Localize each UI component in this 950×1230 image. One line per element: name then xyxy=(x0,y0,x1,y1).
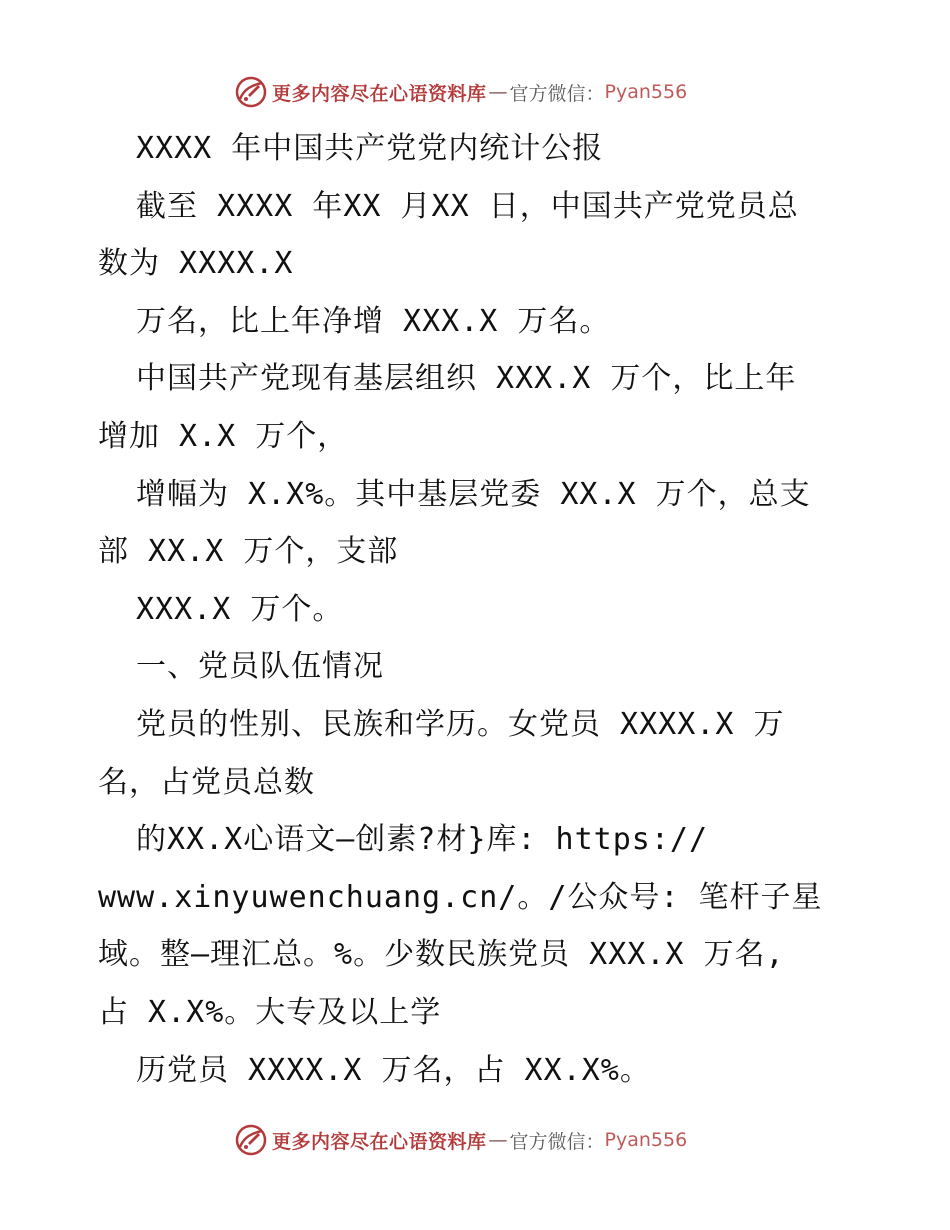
paragraph-line: 名，占党员总数 xyxy=(98,764,315,800)
paragraph-line: 历党员 XXXX.X 万名，占 XX.X%。 xyxy=(136,1052,651,1088)
footer-banner xyxy=(234,1120,687,1160)
pen-logo-icon xyxy=(234,75,268,109)
paragraph-line: 增幅为 X.X%。其中基层党委 XX.X 万个，总支 xyxy=(136,476,811,512)
paragraph-line: 占 X.X%。大专及以上学 xyxy=(98,994,442,1030)
section-heading: 一、党员队伍情况 xyxy=(136,649,384,685)
paragraph-line: 数为 XXXX.X xyxy=(98,246,294,282)
paragraph-line: 党员的性别、民族和学历。女党员 XXXX.X 万 xyxy=(136,706,785,742)
paragraph-line: 增加 X.X 万个， xyxy=(98,418,349,454)
paragraph-line: 部 XX.X 万个，支部 xyxy=(98,534,399,570)
paragraph-line: 中国共产党现有基层组织 XXX.X 万个，比上年 xyxy=(136,361,797,397)
banner-separator: — xyxy=(488,1129,508,1151)
document-body xyxy=(98,120,878,1099)
paragraph-line: 的XX.X心语文—创素?材}库: https:// xyxy=(136,822,709,858)
banner-separator: — xyxy=(488,81,508,103)
paragraph-line: www.xinyuwenchuang.cn/。/公众号: 笔杆子星 xyxy=(98,879,823,915)
banner-promo-text: 更多内容尽在心语资料库 xyxy=(272,1130,487,1153)
banner-wechat-id: Pyan556 xyxy=(604,81,688,103)
banner-wechat-label: 官方微信： xyxy=(509,1130,605,1153)
paragraph-line: 截至 XXXX 年XX 月XX 日，中国共产党党员总 xyxy=(136,188,799,224)
paragraph-line: 域。整—理汇总。%。少数民族党员 XXX.X 万名, xyxy=(98,937,785,973)
paragraph-line: 万名，比上年净增 XXX.X 万名。 xyxy=(136,303,611,339)
header-banner xyxy=(234,72,687,112)
pen-logo-icon xyxy=(234,1123,268,1157)
banner-wechat-label: 官方微信： xyxy=(509,82,605,105)
document-title: XXXX 年中国共产党党内统计公报 xyxy=(136,131,604,166)
paragraph-line: XXX.X 万个。 xyxy=(136,591,344,627)
banner-wechat-id: Pyan556 xyxy=(604,1129,688,1151)
banner-promo-text: 更多内容尽在心语资料库 xyxy=(272,82,487,105)
